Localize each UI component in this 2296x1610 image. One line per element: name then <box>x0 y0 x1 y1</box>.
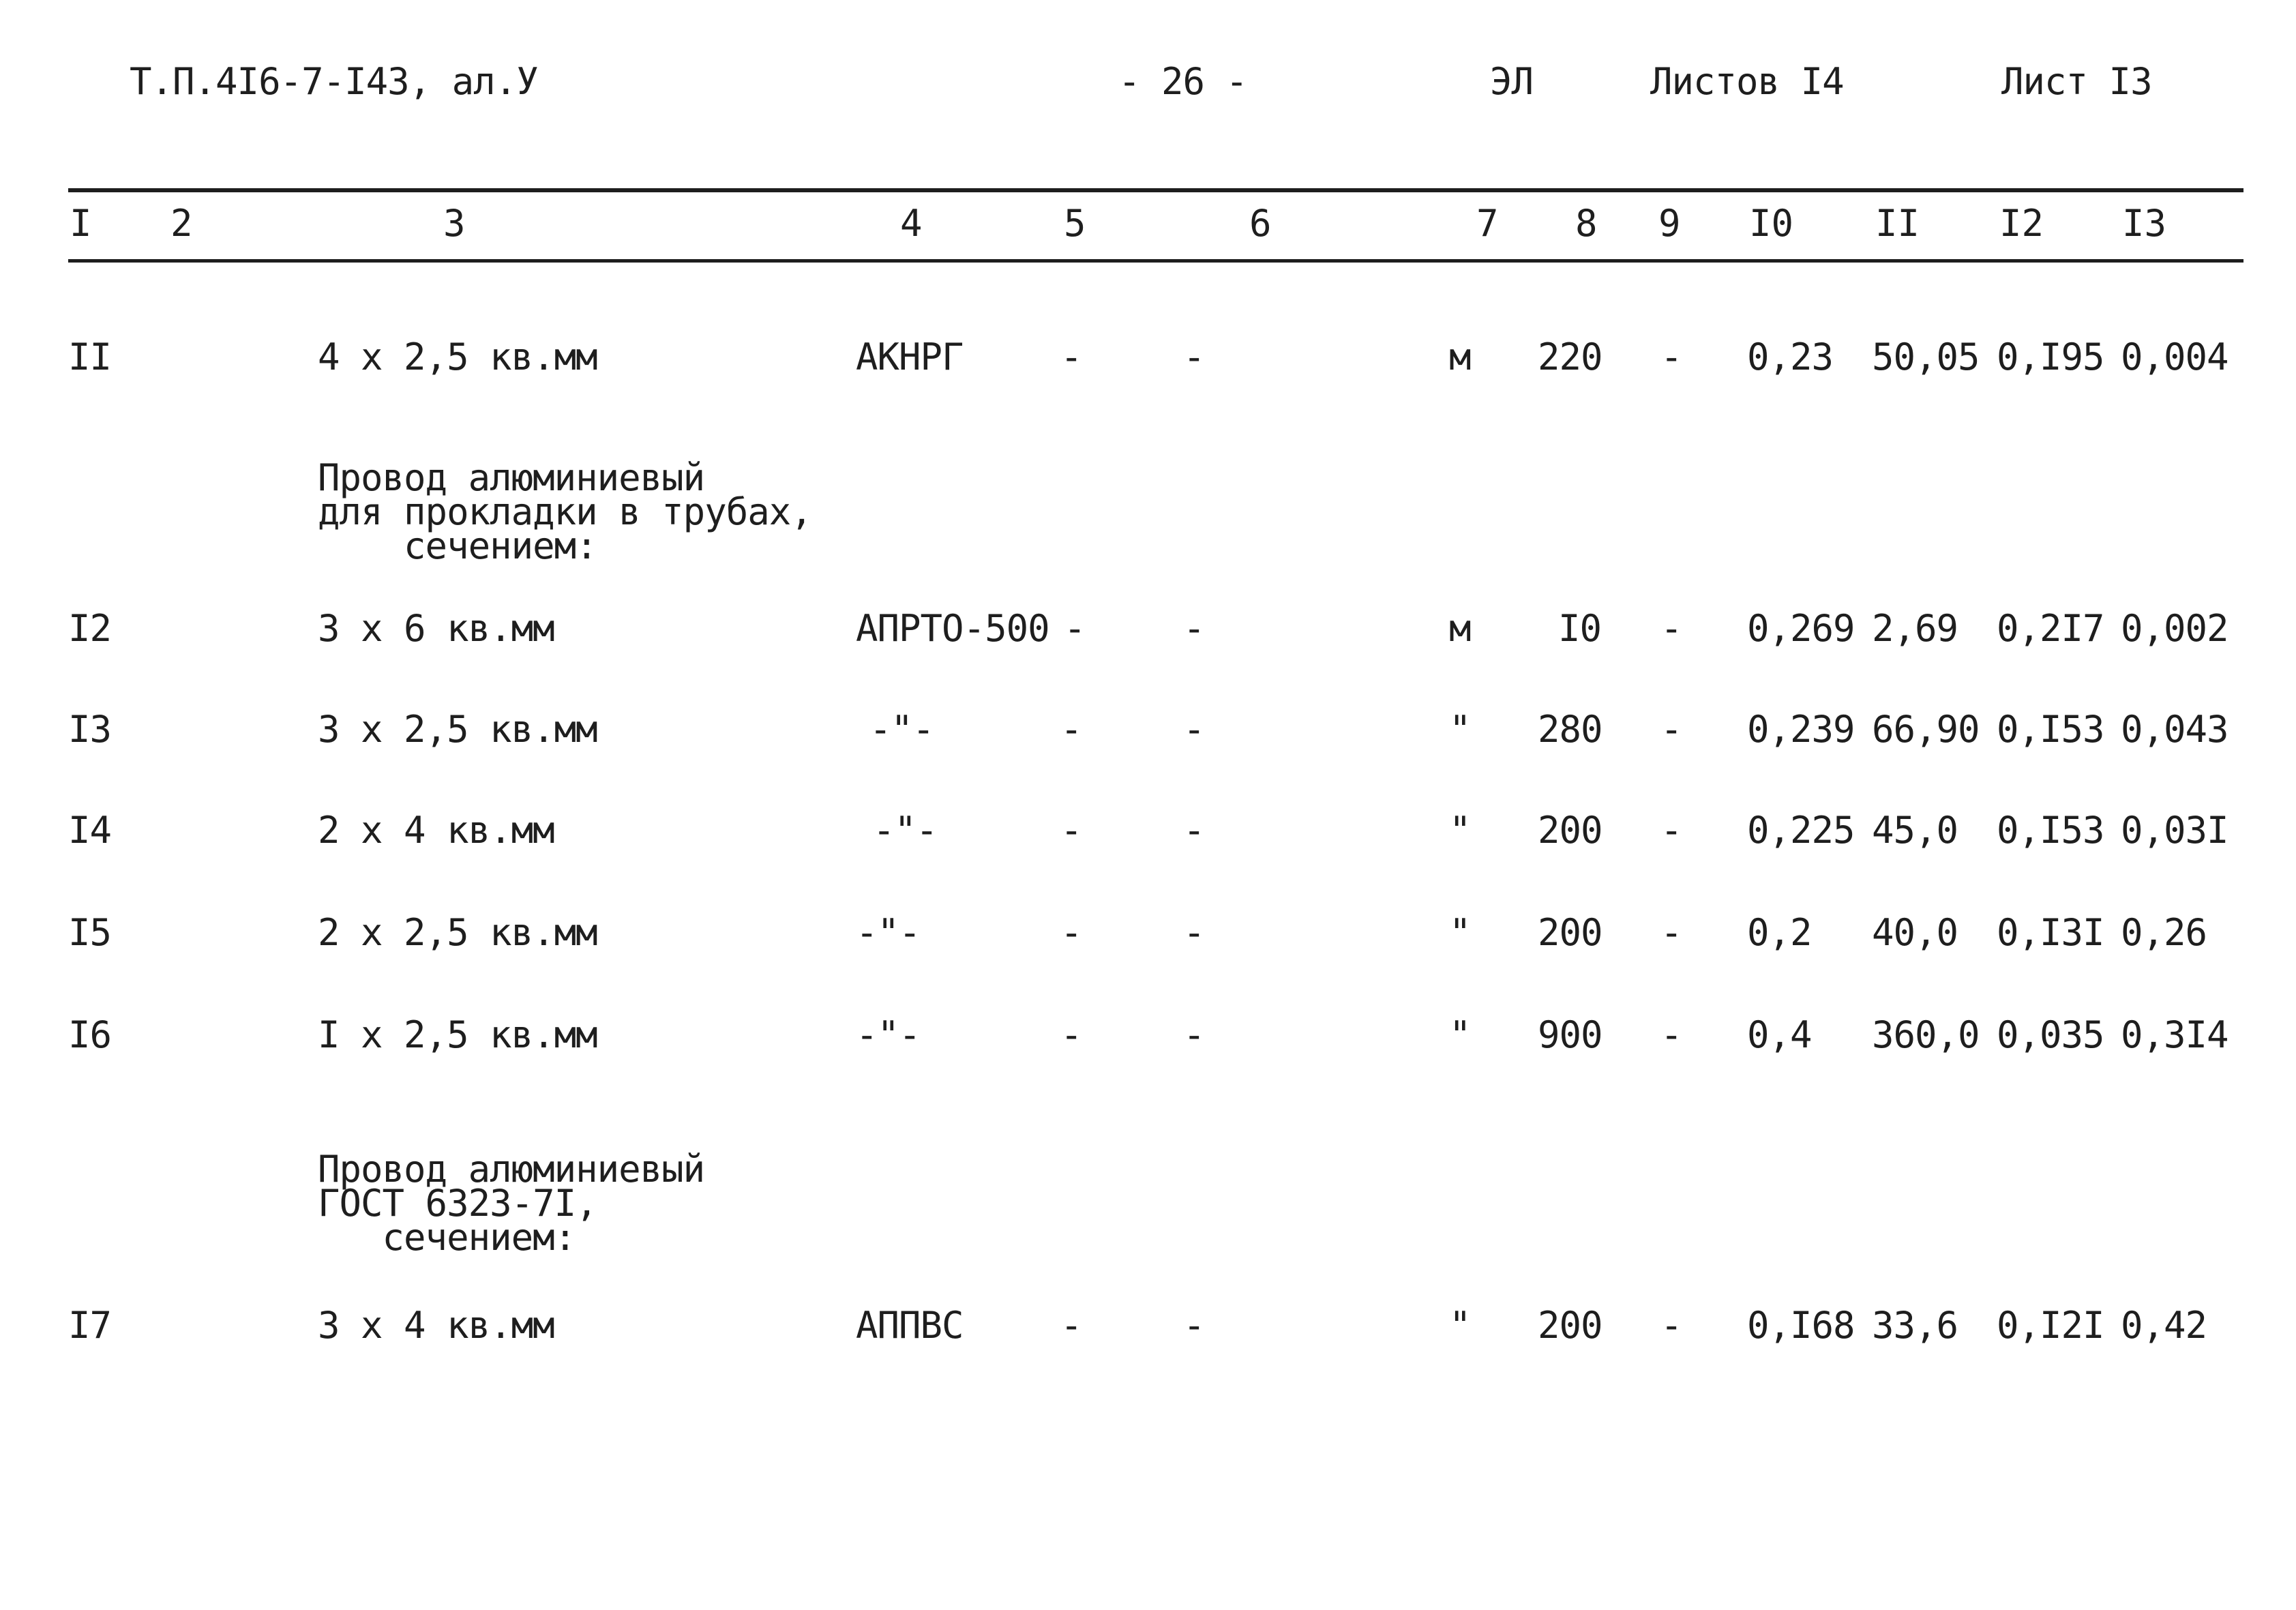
row-col-11: 33,6 <box>1872 1304 1958 1347</box>
row-col-6: - <box>1183 1013 1205 1056</box>
row-unit: " <box>1449 1304 1471 1347</box>
row-brand: АППВС <box>856 1304 964 1347</box>
document-code: Т.П.4I6-7-I43, ал.У <box>130 60 538 103</box>
row-quantity: 200 <box>1538 809 1602 852</box>
row-unit: м <box>1449 607 1471 650</box>
row-description: 2 x 4 кв.мм <box>318 809 554 852</box>
row-number: I5 <box>68 911 112 954</box>
row-col-13: 0,004 <box>2121 336 2228 378</box>
row-col-13: 0,26 <box>2121 911 2207 954</box>
section-heading: Провод алюминиевый для прокладки в трубах, сечением: <box>318 456 812 567</box>
column-number-9: 9 <box>1658 202 1681 245</box>
row-col-11: 66,90 <box>1872 708 1980 751</box>
column-number-8: 8 <box>1575 202 1598 245</box>
row-col-6: - <box>1183 809 1205 852</box>
row-col-12: 0,I53 <box>1997 708 2104 751</box>
row-col-12: 0,035 <box>1997 1013 2104 1056</box>
row-unit: " <box>1449 1013 1471 1056</box>
column-number-12: I2 <box>1999 202 2044 245</box>
column-number-4: 4 <box>900 202 923 245</box>
row-description: 3 x 4 кв.мм <box>318 1304 554 1347</box>
column-number-5: 5 <box>1064 202 1086 245</box>
column-number-7: 7 <box>1476 202 1499 245</box>
row-col-10: 0,239 <box>1747 708 1855 751</box>
row-brand: -"- <box>873 809 938 852</box>
row-col-5: - <box>1060 1304 1082 1347</box>
row-col-11: 2,69 <box>1872 607 1958 650</box>
row-number: I3 <box>68 708 112 751</box>
column-number-10: I0 <box>1749 202 1794 245</box>
row-col-5: - <box>1064 607 1086 650</box>
row-number: I4 <box>68 809 112 852</box>
row-unit: " <box>1449 911 1471 954</box>
row-quantity: 900 <box>1538 1013 1602 1056</box>
row-col-13: 0,03I <box>2121 809 2228 852</box>
row-col-11: 360,0 <box>1872 1013 1980 1056</box>
row-col-12: 0,I2I <box>1997 1304 2104 1347</box>
row-quantity: 200 <box>1538 1304 1602 1347</box>
row-col-9: - <box>1660 1304 1682 1347</box>
row-description: 2 x 2,5 кв.мм <box>318 911 597 954</box>
section-heading: Провод алюминиевый ГОСТ 6323-7I, сечением: <box>318 1148 705 1259</box>
row-col-12: 0,I95 <box>1997 336 2104 378</box>
row-col-12: 0,I3I <box>1997 911 2104 954</box>
row-col-5: - <box>1060 708 1082 751</box>
column-number-6: 6 <box>1249 202 1272 245</box>
row-brand: -"- <box>856 1013 921 1056</box>
row-col-6: - <box>1183 336 1205 378</box>
row-number: I2 <box>68 607 112 650</box>
row-col-10: 0,23 <box>1747 336 1834 378</box>
row-col-13: 0,002 <box>2121 607 2228 650</box>
row-col-5: - <box>1060 1013 1082 1056</box>
row-col-11: 50,05 <box>1872 336 1980 378</box>
row-number: II <box>68 336 112 378</box>
row-col-10: 0,4 <box>1747 1013 1812 1056</box>
row-col-11: 45,0 <box>1872 809 1958 852</box>
row-description: 3 x 2,5 кв.мм <box>318 708 597 751</box>
row-number: I6 <box>68 1013 112 1056</box>
page-number: - 26 - <box>1118 60 1248 103</box>
row-col-5: - <box>1060 336 1082 378</box>
row-quantity: I0 <box>1558 607 1602 650</box>
row-col-12: 0,I53 <box>1997 809 2104 852</box>
row-brand: -"- <box>856 911 921 954</box>
row-col-9: - <box>1660 911 1682 954</box>
row-col-9: - <box>1660 607 1682 650</box>
row-description: 4 x 2,5 кв.мм <box>318 336 597 378</box>
row-col-10: 0,2 <box>1747 911 1812 954</box>
row-col-11: 40,0 <box>1872 911 1958 954</box>
sheet-number: Лист I3 <box>2001 60 2152 103</box>
row-col-12: 0,2I7 <box>1997 607 2104 650</box>
row-quantity: 220 <box>1538 336 1602 378</box>
row-col-13: 0,043 <box>2121 708 2228 751</box>
row-col-9: - <box>1660 809 1682 852</box>
column-number-1: I <box>70 202 92 245</box>
row-col-5: - <box>1060 911 1082 954</box>
table-header-rule <box>68 259 2243 263</box>
row-col-6: - <box>1183 708 1205 751</box>
row-brand: АПРТО-500 <box>856 607 1049 650</box>
row-col-6: - <box>1183 1304 1205 1347</box>
row-col-10: 0,I68 <box>1747 1304 1855 1347</box>
row-col-10: 0,225 <box>1747 809 1855 852</box>
column-number-13: I3 <box>2122 202 2167 245</box>
row-unit: " <box>1449 809 1471 852</box>
row-col-9: - <box>1660 708 1682 751</box>
row-col-9: - <box>1660 1013 1682 1056</box>
row-col-10: 0,269 <box>1747 607 1855 650</box>
row-unit: м <box>1449 336 1471 378</box>
row-col-6: - <box>1183 911 1205 954</box>
row-col-6: - <box>1183 607 1205 650</box>
row-description: I x 2,5 кв.мм <box>318 1013 597 1056</box>
row-description: 3 x 6 кв.мм <box>318 607 554 650</box>
section-code: ЭЛ <box>1490 60 1534 103</box>
row-quantity: 280 <box>1538 708 1602 751</box>
row-col-5: - <box>1060 809 1082 852</box>
row-col-13: 0,3I4 <box>2121 1013 2228 1056</box>
column-number-2: 2 <box>170 202 193 245</box>
row-col-13: 0,42 <box>2121 1304 2207 1347</box>
row-col-9: - <box>1660 336 1682 378</box>
row-quantity: 200 <box>1538 911 1602 954</box>
row-brand: АКНРГ <box>856 336 964 378</box>
column-number-11: II <box>1875 202 1920 245</box>
row-brand: -"- <box>869 708 934 751</box>
table-top-rule <box>68 188 2243 192</box>
row-number: I7 <box>68 1304 112 1347</box>
sheets-total: Листов I4 <box>1650 60 1844 103</box>
row-unit: " <box>1449 708 1471 751</box>
column-number-3: 3 <box>443 202 466 245</box>
